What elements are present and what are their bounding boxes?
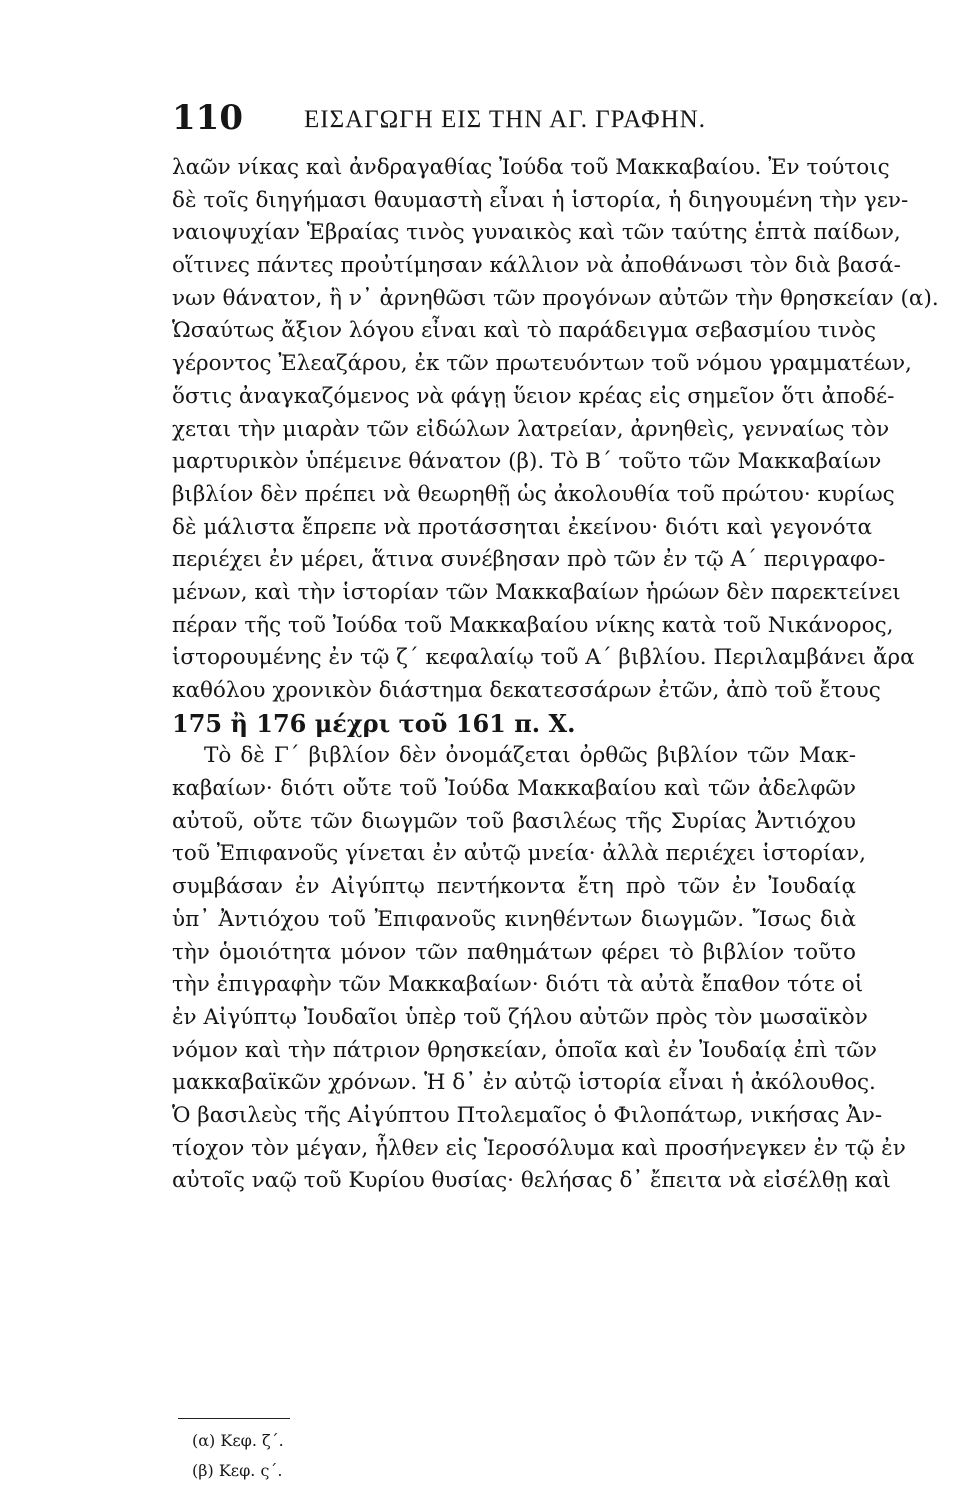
text-line: μένων, καὶ τὴν ἱστορίαν τῶν Μακκαβαίων ἡρώων δὲν παρεκτείνει bbox=[172, 579, 901, 605]
text-line: δὲ τοῖς διηγήμασι θαυμαστὴ εἶναι ἡ ἱστορία, ἡ διηγουμένη τὴν γεν- bbox=[172, 187, 909, 213]
footnote-beta: (β) Κεφ. ς´. bbox=[192, 1461, 283, 1480]
text-line: οἵτινες πάντες προὐτίμησαν κάλλιον νὰ ἀποθάνωσι τὸν διὰ βασά- bbox=[172, 253, 901, 279]
text-line: αὐτοῖς ναῷ τοῦ Κυρίου θυσίας· θελήσας δ᾿ ἔπειτα νὰ εἰσέλθῃ καὶ bbox=[172, 1168, 891, 1194]
page-header bbox=[172, 92, 872, 142]
page-number: 110 bbox=[172, 98, 243, 138]
text-line: χεται τὴν μιαρὰν τῶν εἰδώλων λατρείαν, ἀρνηθεὶς, γενναίως τὸν bbox=[172, 416, 890, 442]
running-title: ΕΙΣΑΓΩΓΗ ΕΙΣ ΤΗΝ ΑΓ. ΓΡΑΦΗΝ. bbox=[304, 106, 706, 133]
text-line: ἐν Αἰγύπτῳ Ἰουδαῖοι ὑπὲρ τοῦ ζήλου αὐτῶν πρὸς τὸν μωσαϊκὸν bbox=[172, 1004, 868, 1030]
text-line: Ὁ βασιλεὺς τῆς Αἰγύπτου Πτολεμαῖος ὁ Φιλοπάτωρ, νικήσας Ἀν- bbox=[172, 1102, 883, 1128]
body-text bbox=[172, 152, 939, 1198]
text-line: μακκαβαϊκῶν χρόνων. Ἡ δ᾿ ἐν αὐτῷ ἱστορία εἶναι ἡ ἀκόλουθος. bbox=[172, 1070, 876, 1096]
text-line: νων θάνατον, ἢ ν᾿ ἀρνηθῶσι τῶν προγόνων αὐτῶν τὴν θρησκείαν (α). bbox=[172, 285, 939, 311]
text-line: δὲ μάλιστα ἔπρεπε νὰ προτάσσηται ἐκείνου· διότι καὶ γεγονότα bbox=[172, 514, 872, 540]
text-line: αὐτοῦ, οὔτε τῶν διωγμῶν τοῦ βασιλέως τῆς Συρίας Ἀντιόχου bbox=[172, 808, 856, 834]
text-line: Ὡσαύτως ἄξιον λόγου εἶναι καὶ τὸ παράδειγμα σεβασμίου τινὸς bbox=[172, 318, 877, 344]
text-line: συμβάσαν ἐν Αἰγύπτῳ πεντήκοντα ἔτη πρὸ τῶν ἐν Ἰουδαίᾳ bbox=[172, 874, 856, 900]
text-line-paragraph-start: Τὸ δὲ Γ´ βιβλίον δὲν ὀνομάζεται ὀρθῶς βιβλίον τῶν Μακ- bbox=[204, 743, 856, 769]
text-line: καβαίων· διότι οὔτε τοῦ Ἰούδα Μακκαβαίου καὶ τῶν ἀδελφῶν bbox=[172, 776, 856, 802]
footnote-alpha: (α) Κεφ. ζ´. bbox=[192, 1431, 284, 1450]
text-line: καθόλου χρονικὸν διάστημα δεκατεσσάρων ἐτῶν, ἀπὸ τοῦ ἔτους bbox=[172, 678, 881, 703]
text-line: ἱστορουμένης ἐν τῷ ζ´ κεφαλαίῳ τοῦ Α´ βιβλίου. Περιλαμβάνει ἄρα bbox=[172, 645, 915, 671]
text-line: τὴν ἐπιγραφὴν τῶν Μακκαβαίων· διότι τὰ αὐτὰ ἔπαθον τότε οἱ bbox=[172, 972, 864, 998]
text-line: τὴν ὁμοιότητα μόνον τῶν παθημάτων φέρει τὸ βιβλίον τοῦτο bbox=[172, 939, 856, 965]
text-line: γέροντος Ἐλεαζάρου, ἐκ τῶν πρωτευόντων τοῦ νόμου γραμματέων, bbox=[172, 351, 912, 377]
text-line: βιβλίον δὲν πρέπει νὰ θεωρηθῇ ὡς ἀκολουθία τοῦ πρώτου· κυρίως bbox=[172, 481, 895, 507]
text-line: τίοχον τὸν μέγαν, ἦλθεν εἰς Ἱεροσόλυμα καὶ προσήνεγκεν ἐν τῷ ἐν bbox=[172, 1135, 906, 1161]
text-line-date-range: 175 ἢ 176 μέχρι τοῦ 161 π. Χ. bbox=[172, 708, 576, 738]
text-line: ναιοψυχίαν Ἑβραίας τινὸς γυναικὸς καὶ τῶν ταύτης ἑπτὰ παίδων, bbox=[172, 220, 901, 246]
text-line: περιέχει ἐν μέρει, ἅτινα συνέβησαν πρὸ τῶν ἐν τῷ Α´ περιγραφο- bbox=[172, 547, 886, 573]
text-line: μαρτυρικὸν ὑπέμεινε θάνατον (β). Τὸ Β´ τοῦτο τῶν Μακκαβαίων bbox=[172, 449, 882, 475]
text-line: λαῶν νίκας καὶ ἀνδραγαθίας Ἰούδα τοῦ Μακκαβαίου. Ἐν τούτοις bbox=[172, 155, 890, 180]
footnote-rule bbox=[178, 1418, 290, 1419]
text-line: ὅστις ἀναγκαζόμενος νὰ φάγῃ ὕειον κρέας εἰς σημεῖον ὅτι ἀποδέ- bbox=[172, 383, 895, 409]
footnotes bbox=[192, 1426, 492, 1486]
text-line: νόμον καὶ τὴν πάτριον θρησκείαν, ὁποῖα καὶ ἐν Ἰουδαίᾳ ἐπὶ τῶν bbox=[172, 1037, 877, 1063]
text-line: ὑπ᾿ Ἀντιόχου τοῦ Ἐπιφανοῦς κινηθέντων διωγμῶν. Ἴσως διὰ bbox=[172, 906, 856, 932]
text-line: τοῦ Ἐπιφανοῦς γίνεται ἐν αὐτῷ μνεία· ἀλλὰ περιέχει ἱστορίαν, bbox=[172, 841, 866, 867]
text-line: πέραν τῆς τοῦ Ἰούδα τοῦ Μακκαβαίου νίκης κατὰ τοῦ Νικάνορος, bbox=[172, 612, 894, 638]
